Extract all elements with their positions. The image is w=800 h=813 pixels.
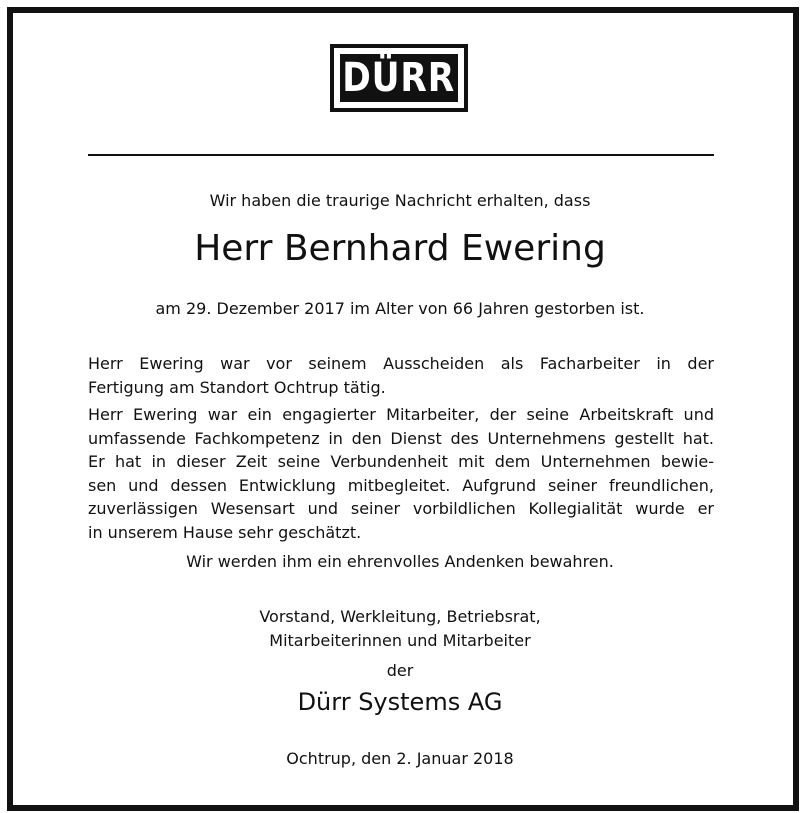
paragraph-tribute — [88, 403, 714, 544]
memory-statement: Wir werden ihm ein ehrenvolles Andenken bewahren. — [186, 552, 614, 571]
paragraph-line: umfassende Fachkompetenz in den Dienst des Unternehmens gestellt hat. — [88, 428, 714, 448]
paragraph-line: sen und dessen Entwicklung mitbegleitet. Aufgrund seiner freundlichen, — [88, 475, 714, 495]
signatories-line-2: Mitarbeiterinnen und Mitarbeiter — [269, 631, 531, 650]
paragraph-line: Er hat in dieser Zeit seine Verbundenheit mit dem Unternehmen bewie- — [88, 452, 714, 471]
deceased-name: Herr Bernhard Ewering — [194, 228, 606, 269]
place-date: Ochtrup, den 2. Januar 2018 — [286, 749, 514, 768]
paragraph-role — [88, 352, 714, 399]
paragraph-line: Herr Ewering war vor seinem Ausscheiden als Facharbeiter in der — [88, 354, 714, 373]
paragraph-line: Herr Ewering war ein engagierter Mitarbeiter, der seine Arbeitskraft und — [88, 405, 714, 424]
paragraph-line: Fertigung am Standort Ochtrup tätig. — [88, 377, 386, 397]
header-divider — [88, 154, 714, 156]
company-name: Dürr Systems AG — [297, 688, 503, 716]
logo-text: DÜRR — [342, 55, 456, 101]
durr-logo — [330, 44, 468, 112]
logo-plate — [340, 54, 458, 102]
paragraph-line: in unserem Hause sehr geschätzt. — [88, 522, 362, 542]
paragraph-line: zuverlässigen Wesensart und seiner vorbildlichen Kollegialität wurde er — [88, 499, 714, 518]
signatories-line-1: Vorstand, Werkleitung, Betriebsrat, — [259, 607, 541, 626]
intro-text: Wir haben die traurige Nachricht erhalten, dass — [209, 191, 591, 210]
death-details: am 29. Dezember 2017 im Alter von 66 Jahren gestorben ist. — [155, 299, 645, 318]
signatories-line-3: der — [386, 661, 414, 680]
